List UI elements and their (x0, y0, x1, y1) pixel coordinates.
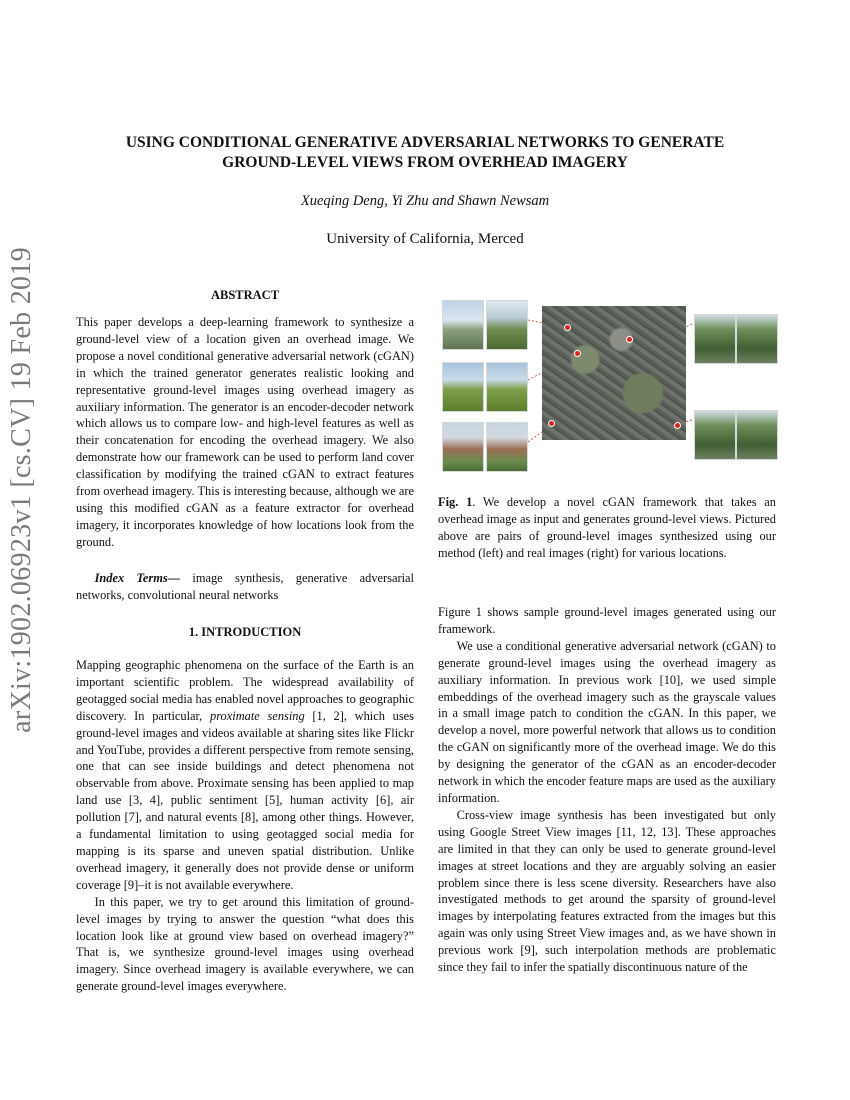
real-ground-image-3 (486, 422, 528, 472)
real-ground-image-1 (486, 300, 528, 350)
generated-ground-image-5 (694, 410, 736, 460)
location-marker (548, 420, 555, 427)
real-ground-image-5 (736, 410, 778, 460)
intro-paragraph-1: Mapping geographic phenomena on the surface of the Earth is an important scientific problem. The widespread availability of geotagged social media has enabled novel approaches to geographic discovery. In particular, proximate sensing [1, 2], which uses ground-level images and videos available at sharing sites like Flickr and YouTube, provides a different perspective from remote sensing, one that can see inside buildings and detect phenomena not observable from above. Proximate sensing has been applied to map land use [3, 4], public sentiment [5], human activity [6], air pollution [7], and natural events [8], among other things. However, a fundamental limitation to using geotagged social media for mapping is its sparse and uneven spatial distribution. Unlike overhead imagery, it generally does not provide dense or uniform coverage [9]–it is not available everywhere. (76, 658, 414, 892)
paper-title-line-2: GROUND-LEVEL VIEWS FROM OVERHEAD IMAGERY (222, 154, 628, 171)
paper-title-line-1: USING CONDITIONAL GENERATIVE ADVERSARIAL NETWORKS TO GENERATE (125, 134, 725, 151)
real-ground-image-4 (736, 314, 778, 364)
location-marker (674, 422, 681, 429)
figure-caption-text: . We develop a novel cGAN framework that takes an overhead image as input and generates ground-level views. Pictured above are pairs of ground-level images synthesized using our method (left) and real images (right) for various locations. (438, 495, 776, 560)
real-ground-image-2 (486, 362, 528, 412)
introduction-heading: 1. INTRODUCTION (188, 625, 302, 639)
abstract-heading: ABSTRACT (210, 288, 280, 302)
abstract-body (76, 314, 414, 551)
location-marker (626, 336, 633, 343)
figure-1 (438, 292, 778, 472)
introduction-body (76, 657, 414, 995)
right-paragraph-2: We use a conditional generative adversarial network (cGAN) to generate ground-level images using the overhead imagery as auxiliary information. In previous work [10], we used simple embeddings of the overhead imagery such as the grayscale values in a small image patch to condition the cGAN. In this paper, we develop a novel, more powerful network that allows us to condition the cGAN on significantly more of the overhead image. We do this by designing the generator of the cGAN as an encoder-decoder network in which the encoder feature maps are used as the auxiliary information. (438, 638, 776, 805)
figure-caption-label: Fig. 1 (438, 495, 473, 509)
generated-ground-image-2 (442, 362, 484, 412)
arxiv-identifier-text: arXiv:1902.06923v1 [cs.CV] 19 Feb 2019 (6, 247, 37, 733)
generated-ground-image-3 (442, 422, 484, 472)
generated-ground-image-1 (442, 300, 484, 350)
intro-paragraph-2: In this paper, we try to get around this limitation of ground-level images by trying to answer the question “what does this location look like at ground view based on overhead imagery?” That is, we synthesize ground-level images using overhead imagery. Since overhead imagery is available everywhere, we can generate ground-level images everywhere. (76, 894, 414, 994)
paper-title (70, 133, 780, 173)
right-paragraph-1: Figure 1 shows sample ground-level images generated using our framework. (438, 605, 776, 636)
index-terms-label: Index Terms— (94, 571, 181, 585)
generated-ground-image-4 (694, 314, 736, 364)
arxiv-identifier (2, 247, 42, 733)
paper-authors: Xueqing Deng, Yi Zhu and Shawn Newsam (300, 193, 550, 209)
proximate-sensing-term: proximate sensing (210, 708, 305, 723)
overhead-image (542, 306, 686, 440)
right-paragraph-3: Cross-view image synthesis has been investigated but only using Google Street View images [11, 12, 13]. These approaches are limited in that they can only be used to generate ground-level images at street locations and they are arguably solving an easier problem since there is less scene diversity. Researchers have also investigated methods to get around the sparsity of ground-level images by interpolating features extracted from the images but this again was only using Street View images and, as we have shown in previous work [9], such interpolation methods are problematic since they fail to infer the spatially discontinuous nature of the (438, 807, 776, 975)
index-terms-text: image synthesis, generative adversarial networks, convolutional neural networks (76, 571, 414, 602)
figure-1-caption (438, 494, 776, 562)
abstract-text: This paper develops a deep-learning framework to synthesize a ground-level view of a location given an overhead image. We propose a novel conditional generative adversarial network (cGAN) in which the trained generator generates realistic looking and representative ground-level images using overhead imagery as auxiliary information. The generator is an encoder-decoder network which allows us to compare low- and high-level features as well as their concatenation for encoding the overhead imagery. We also demonstrate how our framework can be used to perform land cover classification by modifying the trained cGAN to extract features from overhead imagery. This is interesting because, although we are using this modified cGAN as a feature extractor for overhead imagery, it incorporates knowledge of how locations look from the ground. (76, 315, 414, 549)
right-column-body (438, 604, 776, 976)
index-terms (76, 570, 414, 604)
location-marker (574, 350, 581, 357)
location-marker (564, 324, 571, 331)
paper-affiliation: University of California, Merced (326, 231, 524, 247)
